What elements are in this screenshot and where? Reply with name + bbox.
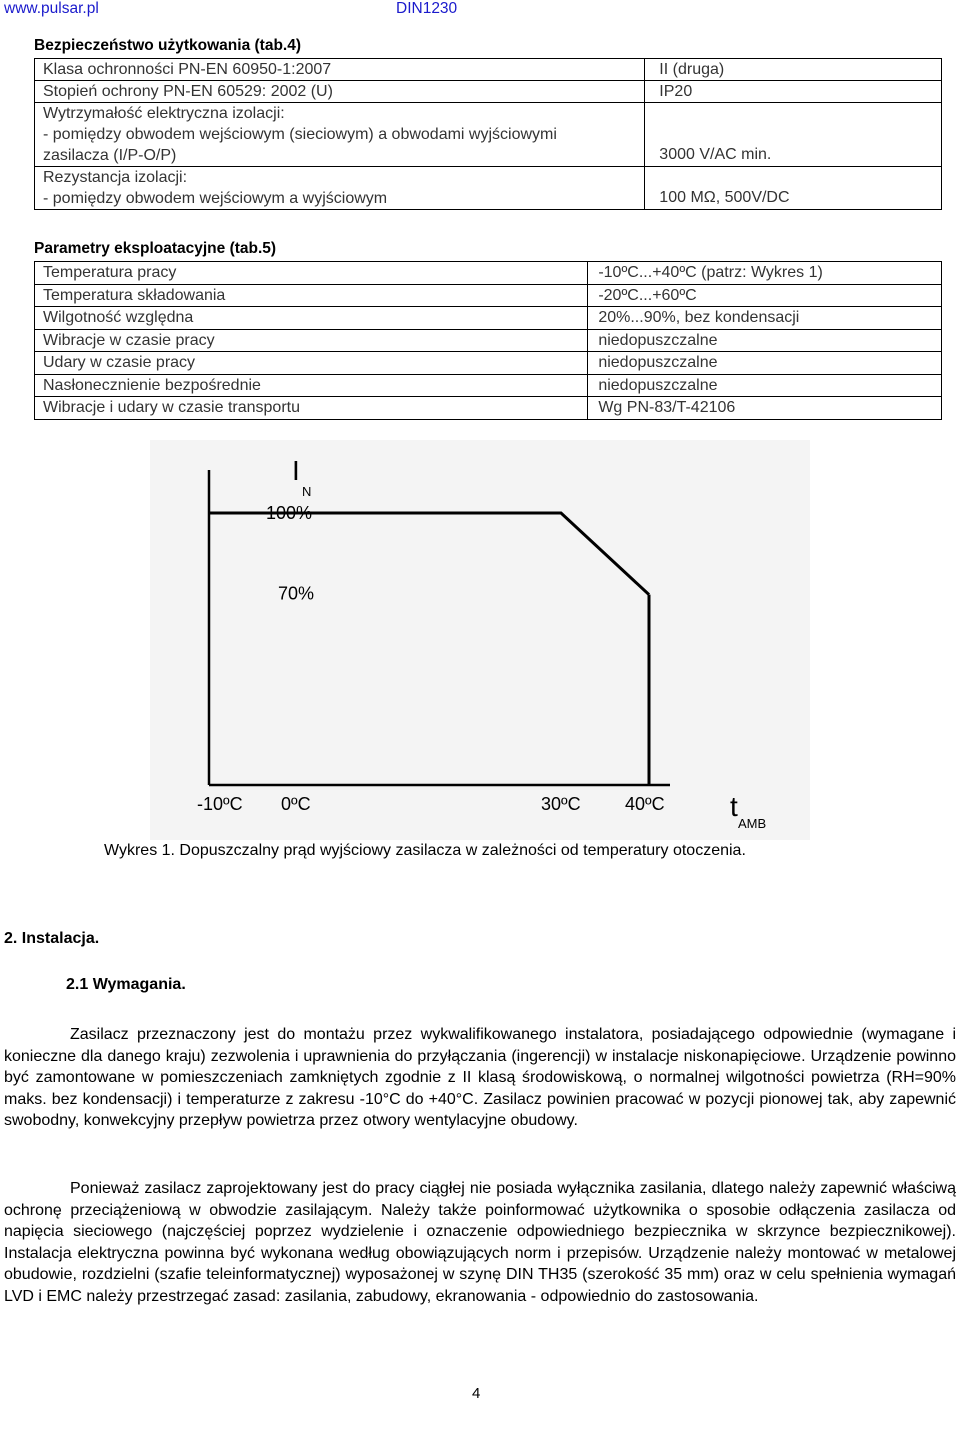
operation-row xyxy=(35,397,942,420)
operation-row xyxy=(35,307,942,330)
operation-value: 20%...90%, bez kondensacji xyxy=(588,307,942,330)
safety-label-line: zasilacza (I/P-O/P) xyxy=(43,147,177,164)
header-website[interactable]: www.pulsar.pl xyxy=(4,0,99,17)
safety-label-line: - pomiędzy obwodem wejściowym a wyjściowym xyxy=(43,190,388,207)
paragraph-1: Zasilacz przeznaczony jest do montażu przez wykwalifikowanego instalatora, posiadającego odpowiednie (wymagane i konieczne dla danego kraju) zezwolenia i uprawnienia do przyłączania (ingerencji) w instalacje niskonapięciowe. Urządzenie powinno być zamontowane w pomieszczeniach zamkniętych zgodnie z II klasą środowiskową, o normalnej wilgotności powietrza (RH=90% maks. bez kondensacji) i temperaturze z zakresu -10°C do +40°C. Zasilacz powinien pracować w pozycji pionowej tak, aby zapewnić swobodny, konwekcyjny przepływ powietrza przez otwory wentylacyjne obudowy. xyxy=(4,1026,956,1130)
operation-value: -20ºC...+60ºC xyxy=(588,284,942,307)
safety-label-line: - pomiędzy obwodem wejściowym (sieciowym) a obwodami wyjściowymi xyxy=(43,126,557,143)
safety-value xyxy=(645,81,942,103)
operation-label: Temperatura składowania xyxy=(35,284,588,307)
paragraph-2: Ponieważ zasilacz zaprojektowany jest do pracy ciągłej nie posiada wyłącznika zasilania, dlatego należy zapewnić właściwą ochronę przeciążeniową w obwodzie zasilającym. Należy także poinformować użytkownika o sposobie odłączenia zasilacza od napięcia sieciowego (najczęściej poprzez wydzielenie i oznaczenie odpowiedniego bezpiecznika w skrzynce bezpiecznikowej). Instalacja elektryczna powinna być wykonana według obowiązujących norm i przepisów. Urządzenie należy montować w metalowej obudowie, rozdzielni (szafie teleinformatycznej) wyposażonej w szynę DIN TH35 (szerokość 35 mm) oraz w celu spełnienia wymagań LVD i EMC należy przestrzegać zasad: zasilania, zabudowy, ekranowania - odpowiednio do zastosowania. xyxy=(4,1180,956,1305)
safety-title: Bezpieczeństwo użytkowania (tab.4) xyxy=(34,37,301,54)
y-tick-label: 70% xyxy=(278,583,315,604)
safety-value-text: 3000 V/AC min. xyxy=(659,146,772,163)
operation-value: -10ºC...+40ºC (patrz: Wykres 1) xyxy=(588,262,942,285)
y-tick-label: 100% xyxy=(266,503,313,523)
operation-value: niedopuszczalne xyxy=(588,329,942,352)
y-axis-subscript: N xyxy=(302,484,312,499)
safety-row xyxy=(35,103,942,167)
operation-row xyxy=(35,352,942,375)
safety-value xyxy=(645,59,942,81)
operation-label: Udary w czasie pracy xyxy=(35,352,588,375)
operation-value: Wg PN-83/T-42106 xyxy=(588,397,942,420)
derating-chart xyxy=(150,440,810,840)
safety-value-text: IP20 xyxy=(659,83,693,100)
operation-row xyxy=(35,329,942,352)
operation-label: Nasłonecznienie bezpośrednie xyxy=(35,374,588,397)
operation-label: Wibracje i udary w czasie transportu xyxy=(35,397,588,420)
operation-table xyxy=(34,261,942,420)
safety-label-line: Klasa ochronności PN-EN 60950-1:2007 xyxy=(43,61,332,78)
chart-background xyxy=(150,440,810,840)
safety-label-line: Stopień ochrony PN-EN 60529: 2002 (U) xyxy=(43,83,333,100)
operation-row xyxy=(35,262,942,285)
x-tick-label: -10ºC xyxy=(197,794,243,814)
operation-label: Wilgotność względna xyxy=(35,307,588,330)
safety-label xyxy=(35,167,645,210)
header-code: DIN1230 xyxy=(396,0,458,17)
page-number: 4 xyxy=(472,1385,481,1402)
operation-value: niedopuszczalne xyxy=(588,374,942,397)
x-axis-subscript: AMB xyxy=(738,816,767,831)
safety-row xyxy=(35,59,942,81)
operation-row xyxy=(35,374,942,397)
operation-value: niedopuszczalne xyxy=(588,352,942,375)
safety-value-text: 100 MΩ, 500V/DC xyxy=(659,189,790,206)
safety-row xyxy=(35,81,942,103)
safety-row xyxy=(35,167,942,210)
safety-value-text: II (druga) xyxy=(659,61,725,78)
safety-label xyxy=(35,81,645,103)
safety-label xyxy=(35,59,645,81)
safety-label-line: Rezystancja izolacji: xyxy=(43,169,188,186)
safety-label-line: Wytrzymałość elektryczna izolacji: xyxy=(43,105,285,122)
y-axis-symbol: I xyxy=(292,455,300,486)
x-axis-symbol: t xyxy=(730,791,738,822)
safety-value xyxy=(645,167,942,210)
safety-label xyxy=(35,103,645,167)
operation-title: Parametry eksploatacyjne (tab.5) xyxy=(34,240,277,257)
safety-table xyxy=(34,58,942,210)
x-tick-label: 40ºC xyxy=(625,794,665,814)
x-tick-label: 30ºC xyxy=(541,794,581,814)
safety-value xyxy=(645,103,942,167)
operation-label: Temperatura pracy xyxy=(35,262,588,285)
subsection-title: 2.1 Wymagania. xyxy=(66,976,186,993)
operation-label: Wibracje w czasie pracy xyxy=(35,329,588,352)
section-title: 2. Instalacja. xyxy=(4,930,100,947)
chart-caption: Wykres 1. Dopuszczalny prąd wyjściowy zasilacza w zależności od temperatury otoczenia. xyxy=(104,842,746,859)
operation-row xyxy=(35,284,942,307)
x-tick-label: 0ºC xyxy=(281,794,311,814)
